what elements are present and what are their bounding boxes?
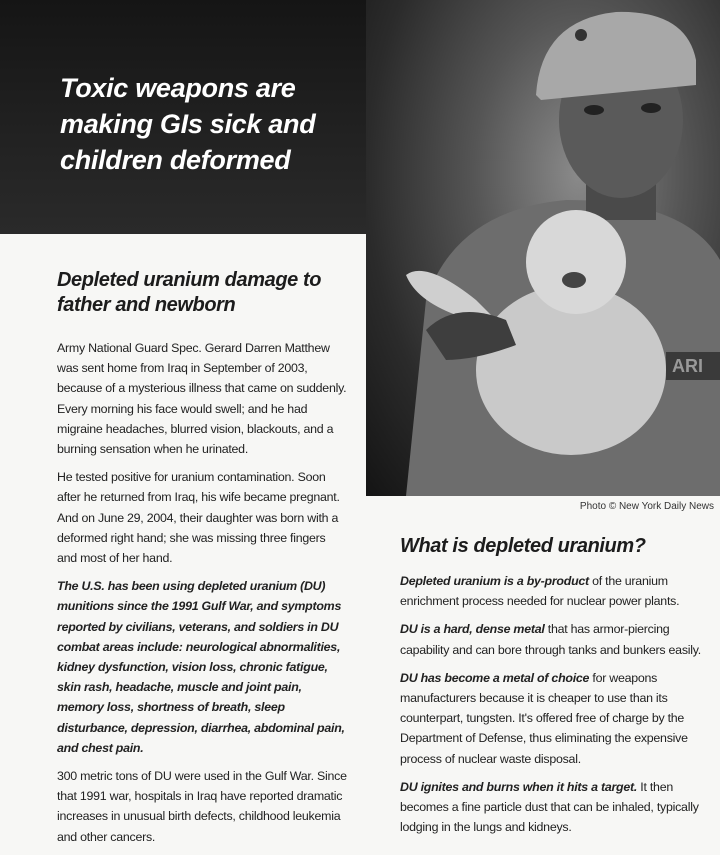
right-heading: What is depleted uranium? — [400, 535, 646, 557]
du-item-3-text: for weapons manufacturers because it is cheaper to use than its counterpart, tungsten. It's offered free of charge by the Department of Defense, thus eliminating the expensive process of nuclear waste disposal. — [400, 670, 688, 766]
paragraph-3: The U.S. has been using depleted uranium (DU) munitions since the 1991 Gulf War, and symptoms reported by civilians, veterans, and soldiers in DU combat areas include: neurological abnormalities, kidney dysfunction, vision loss, chronic fatigue, skin rash, headache, muscle and joint pain, memory loss, shortness of breath, sleep disturbance, depression, diarrhea, abdominal pain, and chest pain. — [57, 579, 345, 755]
du-item-4 — [400, 777, 718, 838]
paragraph-1: Army National Guard Spec. Gerard Darren Matthew was sent home from Iraq in September of 2003, because of a mysterious illness that came on suddenly. Every morning his face would swell; and he had migraine headaches, blurred vision, blackouts, and a burning sensation when he urinated. — [57, 341, 347, 457]
right-column — [400, 534, 718, 845]
du-item-1-text: of the uranium enrichment process needed for nuclear power plants. — [400, 574, 680, 609]
paragraph-4: 300 metric tons of DU were used in the Gulf War. Since that 1991 war, hospitals in Iraq have reported dramatic increases in unusual birth defects, childhood leukemia and other cancers. — [57, 769, 347, 844]
name-tape-text: ARI — [672, 356, 703, 376]
photo-illustration — [366, 0, 720, 496]
du-item-3 — [400, 668, 718, 769]
du-item-2-text: that has armor-piercing capability and can bore through tanks and bunkers easily. — [400, 622, 701, 657]
photo-credit: Photo © New York Daily News — [579, 501, 714, 512]
paragraph-2: He tested positive for uranium contamination. Soon after he returned from Iraq, his wife became pregnant. And on June 29, 2004, their daughter was born with a deformed right hand; she was missing three fingers and most of her hand. — [57, 470, 340, 566]
du-item-4-lead: DU ignites and burns when it hits a target. — [400, 779, 638, 794]
left-column — [57, 268, 347, 855]
du-item-4-text: It then becomes a fine particle dust that can be inhaled, typically lodging in the lungs and kidneys. — [400, 779, 699, 835]
soldier-with-baby-photo — [366, 0, 720, 496]
headline: Toxic weapons are making GIs sick and children deformed — [60, 73, 316, 175]
du-item-1-lead: Depleted uranium is a by-product — [400, 574, 589, 588]
left-heading: Depleted uranium damage to father and newborn — [57, 269, 322, 316]
du-item-2-lead: DU is a hard, dense metal — [400, 622, 545, 637]
du-item-1 — [400, 571, 718, 611]
du-item-3-lead: DU has become a metal of choice — [400, 670, 590, 685]
du-item-2 — [400, 619, 718, 659]
